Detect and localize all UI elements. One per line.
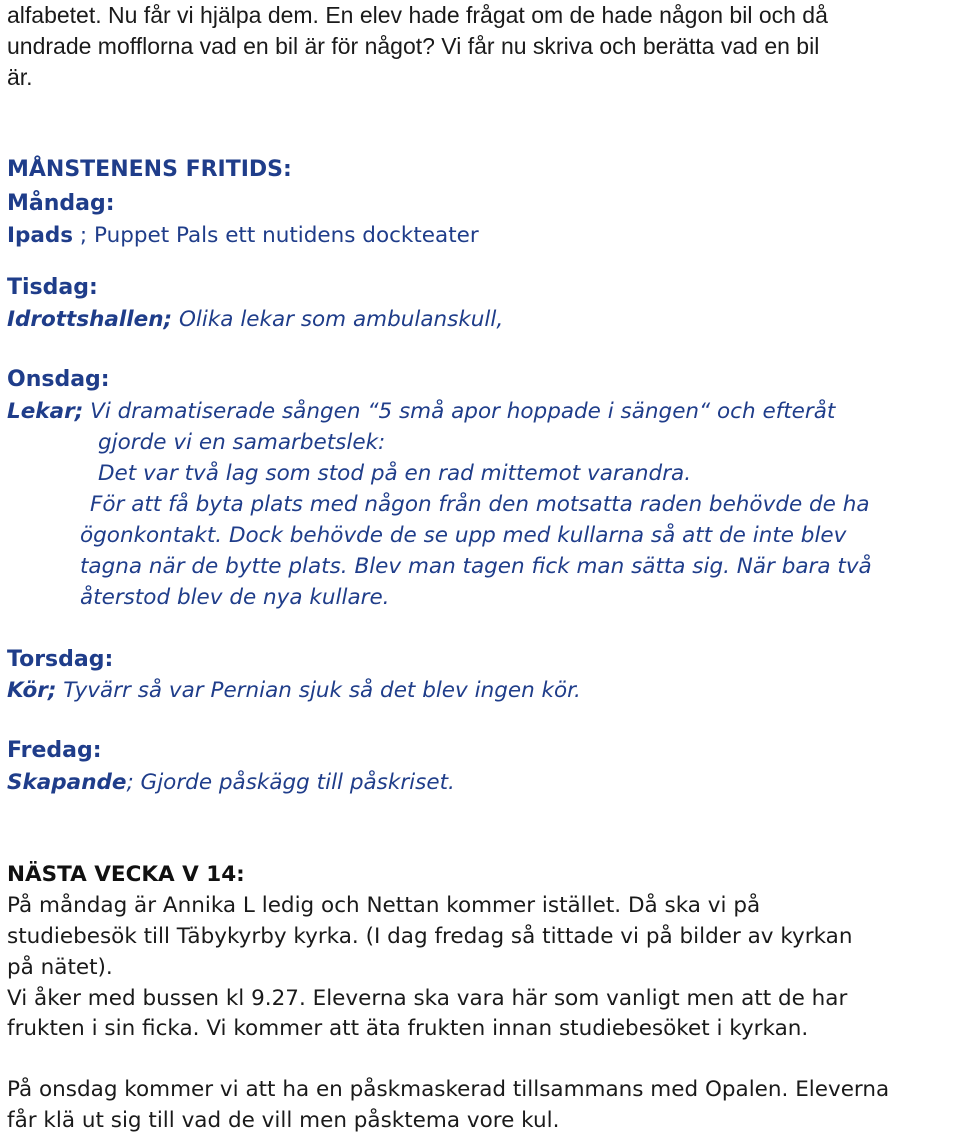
tuesday-day: Tisdag: xyxy=(7,275,98,300)
intro-line-1: alfabetet. Nu får vi hjälpa dem. En elev hade frågat om de hade någon bil och då xyxy=(7,2,828,28)
wednesday-text: Vi dramatiserade sången “5 små apor hoppade i sängen“ och efteråt xyxy=(83,399,836,424)
thursday-activity: Kör; xyxy=(7,678,57,703)
wednesday-day: Onsdag: xyxy=(7,367,110,392)
wednesday-line-2: Det var två lag som stod på en rad mittemot varandra. xyxy=(98,461,692,486)
fritids-heading: MÅNSTENENS FRITIDS: xyxy=(7,157,292,182)
thursday-text: Tyvärr så var Pernian sjuk så det blev ingen kör. xyxy=(56,678,581,703)
tuesday-activity: Idrottshallen; xyxy=(7,307,173,332)
next-week-heading: NÄSTA VECKA V 14: xyxy=(7,862,245,887)
intro-line-3: är. xyxy=(7,64,33,90)
friday-day: Fredag: xyxy=(7,738,102,763)
next-week-line-1: På måndag är Annika L ledig och Nettan kommer istället. Då ska vi på xyxy=(7,893,761,918)
wednesday-line-3: För att få byta plats med någon från den motsatta raden behövde de ha xyxy=(90,492,870,517)
thursday-entry xyxy=(7,675,581,706)
monday-entry xyxy=(7,220,479,251)
next-week-line-7: får klä ut sig till vad de vill men påsktema vore kul. xyxy=(7,1108,560,1133)
wednesday-line-1: gjorde vi en samarbetslek: xyxy=(98,430,386,455)
next-week-line-4: Vi åker med bussen kl 9.27. Eleverna ska vara här som vanligt men att de har xyxy=(7,986,848,1011)
friday-activity: Skapande xyxy=(7,770,127,795)
next-week-line-2: studiebesök till Täbykyrby kyrka. (I dag fredag så tittade vi på bilder av kyrkan xyxy=(7,924,853,949)
friday-text: ; Gjorde påskägg till påskriset. xyxy=(126,770,455,795)
friday-entry xyxy=(7,767,455,798)
monday-text: ; Puppet Pals ett nutidens dockteater xyxy=(73,223,479,248)
next-week-line-6: På onsdag kommer vi att ha en påskmaskerad tillsammans med Opalen. Eleverna xyxy=(7,1077,890,1102)
thursday-day: Torsdag: xyxy=(7,647,114,672)
monday-day: Måndag: xyxy=(7,191,115,216)
wednesday-line-6: återstod blev de nya kullare. xyxy=(80,585,390,610)
intro-line-2: undrade mofflorna vad en bil är för något? Vi får nu skriva och berätta vad en bil xyxy=(7,33,820,59)
wednesday-line-5: tagna när de bytte plats. Blev man tagen fick man sätta sig. När bara två xyxy=(80,554,872,579)
next-week-line-3: på nätet). xyxy=(7,955,113,980)
wednesday-line-4: ögonkontakt. Dock behövde de se upp med kullarna så att de inte blev xyxy=(80,523,847,548)
tuesday-entry xyxy=(7,304,503,335)
monday-activity: Ipads xyxy=(7,223,74,248)
next-week-line-5: frukten i sin ficka. Vi kommer att äta frukten innan studiebesöket i kyrkan. xyxy=(7,1016,809,1041)
wednesday-activity: Lekar; xyxy=(7,399,84,424)
wednesday-entry xyxy=(7,396,835,427)
tuesday-text: Olika lekar som ambulanskull, xyxy=(172,307,504,332)
